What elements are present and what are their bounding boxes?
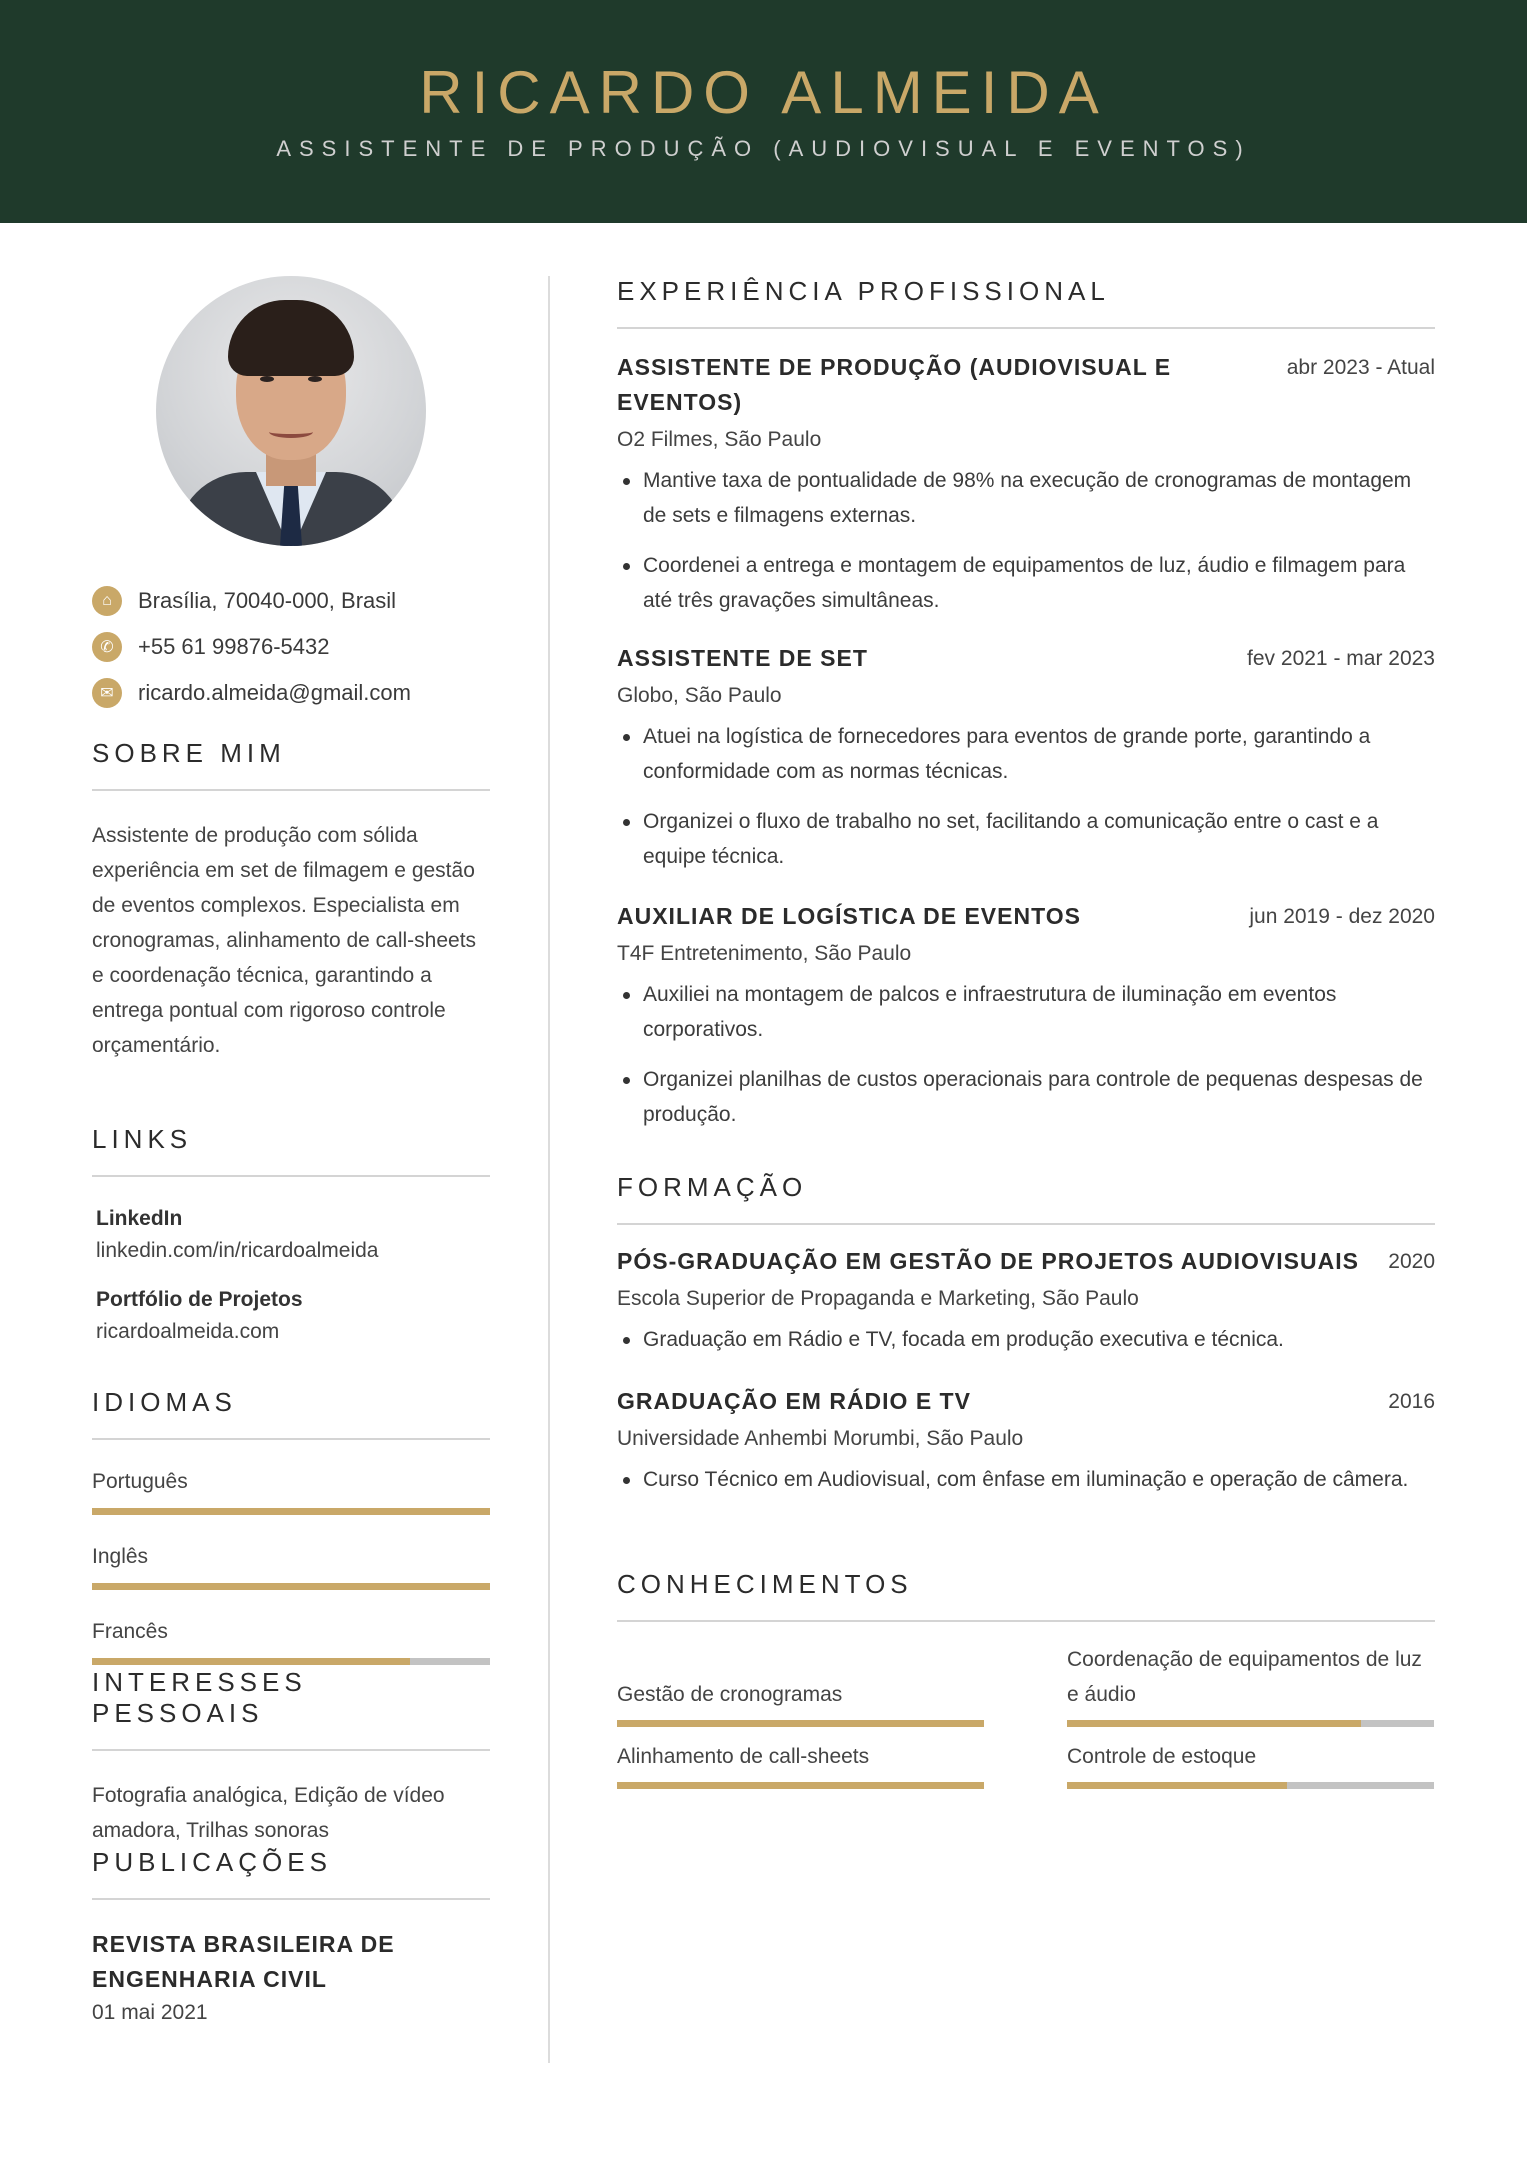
- skill-item: [1067, 1642, 1434, 1727]
- job-title: AUXILIAR DE LOGÍSTICA DE EVENTOS: [617, 903, 1081, 929]
- education-date: 2020: [1388, 1250, 1435, 1273]
- job-title: ASSISTENTE DE PRODUÇÃO (AUDIOVISUAL E EVENTOS): [617, 354, 1172, 415]
- job-date: jun 2019 - dez 2020: [1249, 905, 1435, 928]
- job-bullet: Organizei planilhas de custos operacionais para controle de pequenas despesas de produção.: [617, 1062, 1435, 1132]
- link-label: LinkedIn: [96, 1207, 183, 1230]
- about-title: SOBRE MIM: [92, 738, 286, 768]
- education-title: FORMAÇÃO: [617, 1172, 808, 1202]
- language-level-bar: [92, 1508, 490, 1515]
- skill-name: Coordenação de equipamentos de luz e áudio: [1067, 1648, 1422, 1706]
- skill-level-bar: [617, 1720, 984, 1727]
- section-divider: [617, 1620, 1435, 1622]
- link-item[interactable]: [92, 1288, 490, 1344]
- languages-title: IDIOMAS: [92, 1387, 237, 1417]
- section-divider: [92, 1898, 490, 1900]
- education-entry: [617, 1244, 1435, 1372]
- candidate-role: ASSISTENTE DE PRODUÇÃO (AUDIOVISUAL E EVENTOS): [276, 136, 1251, 161]
- skill-item: [617, 1677, 984, 1727]
- education-school: Escola Superior de Propaganda e Marketing, São Paulo: [617, 1287, 1139, 1310]
- section-divider: [92, 789, 490, 791]
- language-name: Francês: [92, 1620, 168, 1643]
- about-text: Assistente de produção com sólida experiência em set de filmagem e gestão de eventos complexos. Especialista em cronogramas, alinhamento de call-sheets e coordenação técnica, garantindo a entrega pontual com rigoroso controle orçamentário.: [92, 824, 477, 1057]
- job-bullet: Organizei o fluxo de trabalho no set, facilitando a comunicação entre o cast e a equipe técnica.: [617, 804, 1435, 874]
- language-level-bar: [92, 1583, 490, 1590]
- language-name: Português: [92, 1470, 188, 1493]
- job-bullet: Auxiliei na montagem de palcos e infraestrutura de iluminação em eventos corporativos.: [617, 977, 1435, 1047]
- publication-date: 01 mai 2021: [92, 2001, 208, 2024]
- links-section: [92, 1124, 490, 1344]
- skill-level-bar: [617, 1782, 984, 1789]
- education-title-text: PÓS-GRADUAÇÃO EM GESTÃO DE PROJETOS AUDIOVISUAIS: [617, 1248, 1359, 1274]
- job-company: Globo, São Paulo: [617, 684, 782, 707]
- candidate-name: RICARDO ALMEIDA: [419, 59, 1108, 126]
- links-title: LINKS: [92, 1124, 193, 1154]
- education-title-text: GRADUAÇÃO EM RÁDIO E TV: [617, 1388, 971, 1414]
- about-section: [92, 738, 490, 1063]
- language-item: [92, 1470, 490, 1515]
- language-item: [92, 1545, 490, 1590]
- section-divider: [92, 1438, 490, 1440]
- link-label: Portfólio de Projetos: [96, 1288, 303, 1311]
- publications-section: [92, 1847, 490, 2025]
- skill-name: Gestão de cronogramas: [617, 1683, 843, 1706]
- link-item[interactable]: [92, 1207, 490, 1263]
- job-company: T4F Entretenimento, São Paulo: [617, 942, 912, 965]
- skill-item: [1067, 1739, 1434, 1789]
- interests-title: INTERESSES PESSOAIS: [92, 1667, 307, 1728]
- job-entry: [617, 350, 1435, 633]
- job-bullet: Atuei na logística de fornecedores para eventos de grande porte, garantindo a conformidade com as normas técnicas.: [617, 719, 1435, 789]
- job-date: fev 2021 - mar 2023: [1247, 647, 1435, 670]
- resume-header: [0, 0, 1527, 223]
- interests-section: [92, 1667, 490, 1848]
- experience-section: [617, 276, 1435, 329]
- education-bullet: Curso Técnico em Audiovisual, com ênfase em iluminação e operação de câmera.: [617, 1462, 1435, 1497]
- publication-title: REVISTA BRASILEIRA DE ENGENHARIA CIVIL: [92, 1931, 395, 1992]
- job-entry: [617, 641, 1435, 889]
- profile-photo: [156, 276, 426, 546]
- education-entry: [617, 1384, 1435, 1512]
- link-url[interactable]: linkedin.com/in/ricardoalmeida: [96, 1239, 379, 1262]
- link-url[interactable]: ricardoalmeida.com: [96, 1320, 280, 1343]
- address-text: Brasília, 70040-000, Brasil: [138, 588, 397, 613]
- contact-address: [92, 578, 490, 624]
- column-divider: [548, 276, 550, 2063]
- section-divider: [617, 1223, 1435, 1225]
- section-divider: [617, 327, 1435, 329]
- language-item: [92, 1620, 490, 1665]
- job-entry: [617, 899, 1435, 1147]
- home-icon: ⌂: [92, 586, 122, 616]
- section-divider: [92, 1175, 490, 1177]
- education-school: Universidade Anhembi Morumbi, São Paulo: [617, 1427, 1024, 1450]
- job-bullet: Mantive taxa de pontualidade de 98% na execução de cronogramas de montagem de sets e filmagens externas.: [617, 463, 1435, 533]
- contact-phone: [92, 624, 490, 670]
- publications-title: PUBLICAÇÕES: [92, 1847, 332, 1877]
- skills-title: CONHECIMENTOS: [617, 1569, 913, 1599]
- education-date: 2016: [1388, 1390, 1435, 1413]
- mail-icon: ✉: [92, 678, 122, 708]
- job-title: ASSISTENTE DE SET: [617, 645, 868, 671]
- contact-email[interactable]: [92, 670, 490, 716]
- language-name: Inglês: [92, 1545, 149, 1568]
- skill-item: [617, 1739, 984, 1789]
- skill-level-bar: [1067, 1720, 1434, 1727]
- job-date: abr 2023 - Atual: [1286, 356, 1435, 379]
- job-bullet: Coordenei a entrega e montagem de equipamentos de luz, áudio e filmagem para até três gravações simultâneas.: [617, 548, 1435, 618]
- interests-text: Fotografia analógica, Edição de vídeo amadora, Trilhas sonoras: [92, 1784, 445, 1842]
- section-divider: [92, 1749, 490, 1751]
- language-level-bar: [92, 1658, 490, 1665]
- job-company: O2 Filmes, São Paulo: [617, 428, 822, 451]
- publication-item: [92, 1927, 490, 2025]
- languages-section: [92, 1387, 490, 1665]
- skills-section: [617, 1569, 1435, 1622]
- phone-text: +55 61 99876-5432: [138, 634, 330, 659]
- skill-name: Alinhamento de call-sheets: [617, 1745, 870, 1768]
- education-section: [617, 1172, 1435, 1225]
- phone-icon: ✆: [92, 632, 122, 662]
- skill-name: Controle de estoque: [1067, 1745, 1257, 1768]
- email-text[interactable]: ricardo.almeida@gmail.com: [138, 680, 411, 705]
- contact-info: [92, 578, 490, 716]
- education-bullet: Graduação em Rádio e TV, focada em produção executiva e técnica.: [617, 1322, 1435, 1357]
- skill-level-bar: [1067, 1782, 1434, 1789]
- experience-title: EXPERIÊNCIA PROFISSIONAL: [617, 276, 1110, 306]
